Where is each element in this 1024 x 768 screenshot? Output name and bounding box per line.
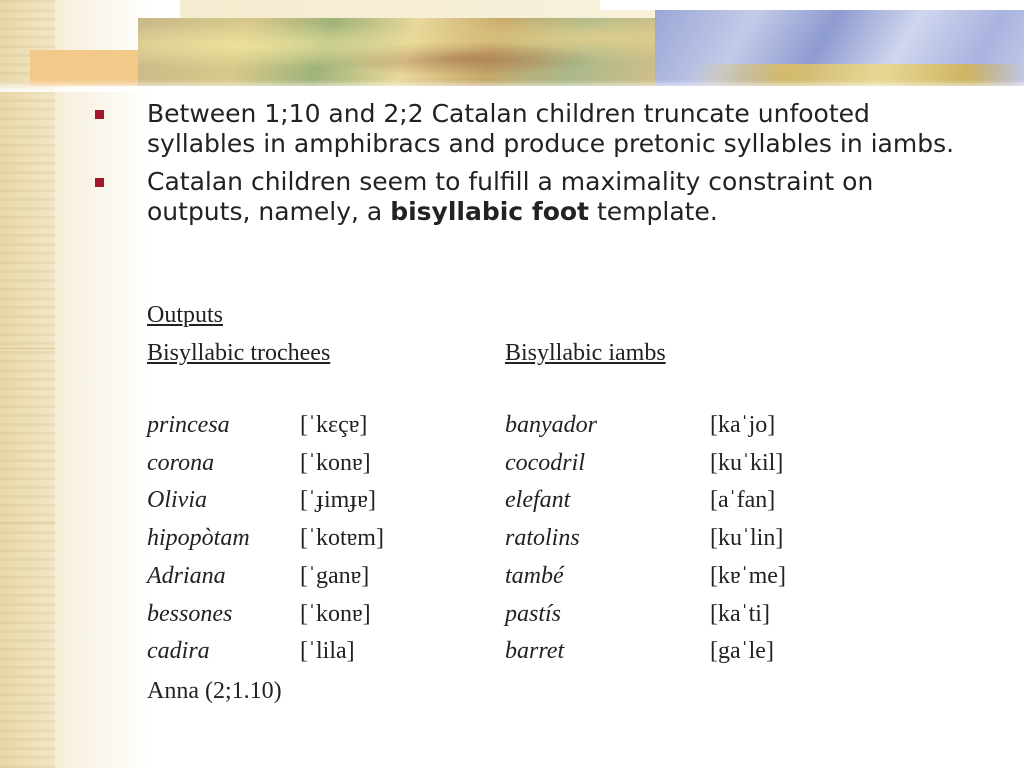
iambs-ipa: [kuˈkil] [710, 450, 784, 476]
bullet-marker [95, 178, 104, 187]
trochees-word: bessones [147, 601, 233, 627]
trochees-ipa: [ˈɟimɟɐ] [300, 487, 376, 513]
bullet-text: Catalan children seem to fulfill a maximality constraint on outputs, namely, a bisyllabic foot template. [147, 167, 874, 226]
trochees-word: corona [147, 450, 215, 476]
iambs-word: barret [505, 638, 565, 664]
header-banner-image [0, 0, 1024, 92]
iambs-word: banyador [505, 412, 597, 438]
iambs-word: pastís [505, 601, 562, 627]
trochees-word: princesa [147, 412, 230, 438]
outputs-label: Outputs [147, 302, 224, 328]
iambs-ipa: [aˈfan] [710, 487, 776, 513]
bullet-item [95, 167, 975, 227]
trochees-ipa: [ˈganɐ] [300, 563, 370, 589]
trochees-ipa: [ˈkonɐ] [300, 450, 371, 476]
iambs-word: ratolins [505, 525, 580, 551]
iambs-ipa: [kɐˈme] [710, 563, 786, 589]
trochees-ipa: [ˈkɛçɐ] [300, 412, 368, 438]
iambs-header: Bisyllabic iambs [505, 340, 666, 366]
trochees-ipa: [ˈkotɐm] [300, 525, 384, 551]
bold-term: bisyllabic foot [390, 197, 590, 226]
trochees-word: cadira [147, 638, 210, 664]
footnote: Anna (2;1.10) [147, 678, 282, 704]
trochees-word: Adriana [147, 563, 226, 589]
bullet-text: Between 1;10 and 2;2 Catalan children truncate unfooted syllables in amphibracs and produce pretonic syllables in iambs. [147, 99, 955, 158]
iambs-word: cocodril [505, 450, 585, 476]
bullet-marker [95, 110, 104, 119]
trochees-ipa: [ˈlila] [300, 638, 355, 664]
iambs-word: elefant [505, 487, 571, 513]
bullet-item [95, 99, 975, 159]
trochees-word: hipopòtam [147, 525, 250, 551]
trochees-header: Bisyllabic trochees [147, 340, 331, 366]
trochees-ipa: [ˈkonɐ] [300, 601, 371, 627]
iambs-word: també [505, 563, 564, 589]
bullet-list [95, 99, 975, 235]
iambs-ipa: [gaˈle] [710, 638, 774, 664]
iambs-ipa: [kuˈlin] [710, 525, 784, 551]
iambs-ipa: [kaˈjo] [710, 412, 776, 438]
iambs-ipa: [kaˈti] [710, 601, 770, 627]
trochees-word: Olivia [147, 487, 207, 513]
